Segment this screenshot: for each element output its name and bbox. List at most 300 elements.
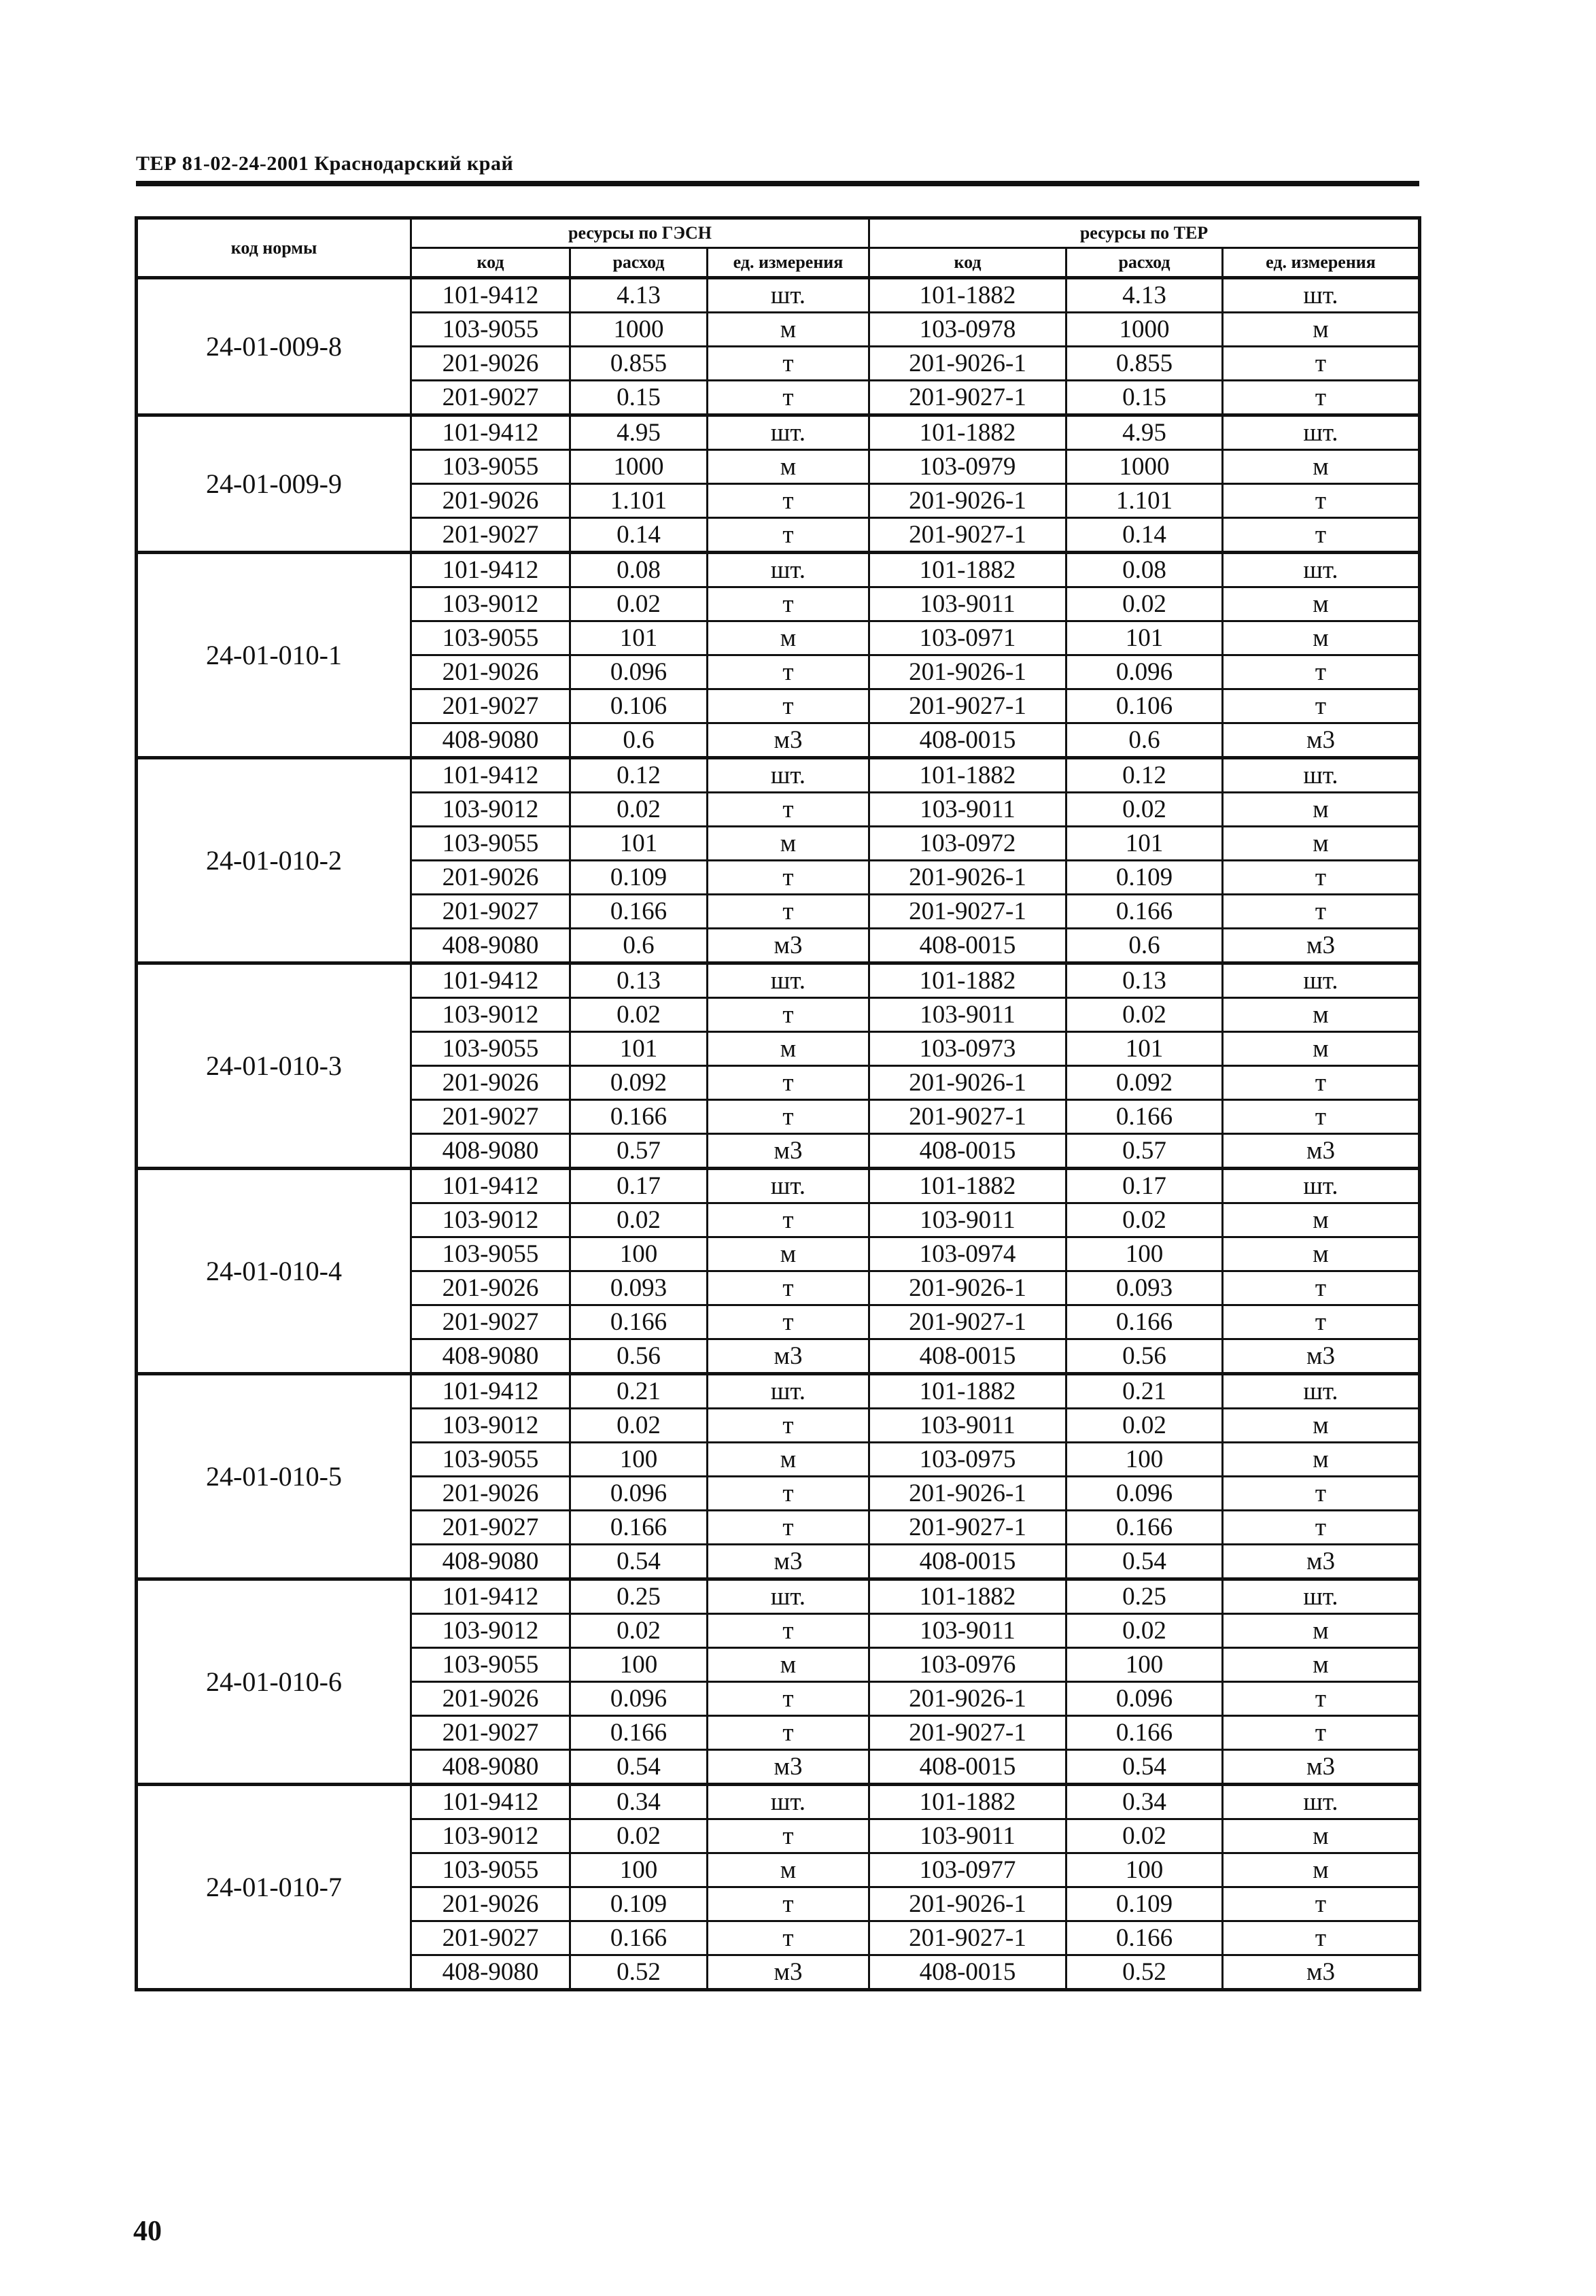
ter-unit-cell: шт.	[1223, 415, 1420, 450]
gesn-consumption-cell: 0.02	[570, 1819, 708, 1853]
gesn-code-cell: 201-9027	[411, 518, 570, 553]
table-row	[137, 758, 1420, 793]
ter-unit-cell: т	[1223, 1921, 1420, 1955]
gesn-consumption-cell: 0.17	[570, 1169, 708, 1203]
gesn-unit-cell: т	[708, 1511, 869, 1545]
ter-code-cell: 101-1882	[869, 553, 1066, 587]
gesn-code-cell: 408-9080	[411, 1339, 570, 1374]
ter-unit-cell: т	[1223, 1100, 1420, 1134]
gesn-consumption-cell: 4.13	[570, 278, 708, 313]
ter-unit-cell: шт.	[1223, 278, 1420, 313]
gesn-code-cell: 201-9026	[411, 1271, 570, 1305]
ter-code-cell: 201-9027-1	[869, 1921, 1066, 1955]
gesn-unit-cell: м3	[708, 1545, 869, 1579]
gesn-consumption-cell: 0.109	[570, 861, 708, 895]
ter-unit-cell: т	[1223, 861, 1420, 895]
ter-consumption-cell: 0.52	[1066, 1955, 1223, 1990]
ter-code-cell: 201-9027-1	[869, 689, 1066, 723]
gesn-consumption-cell: 0.855	[570, 347, 708, 381]
ter-code-cell: 201-9026-1	[869, 1271, 1066, 1305]
ter-code-cell: 103-0978	[869, 313, 1066, 347]
gesn-consumption-cell: 1000	[570, 313, 708, 347]
ter-consumption-cell: 0.34	[1066, 1785, 1223, 1819]
ter-unit-cell: м	[1223, 1648, 1420, 1682]
ter-consumption-cell: 100	[1066, 1443, 1223, 1477]
gesn-unit-cell: т	[708, 1066, 869, 1100]
gesn-consumption-cell: 0.15	[570, 381, 708, 415]
gesn-unit-cell: т	[708, 1477, 869, 1511]
gesn-code-cell: 101-9412	[411, 1374, 570, 1409]
ter-unit-cell: т	[1223, 689, 1420, 723]
gesn-consumption-cell: 0.14	[570, 518, 708, 553]
ter-consumption-cell: 0.02	[1066, 793, 1223, 827]
gesn-unit-cell: т	[708, 484, 869, 518]
ter-code-cell: 408-0015	[869, 1339, 1066, 1374]
ter-consumption-cell: 1000	[1066, 450, 1223, 484]
table-body	[137, 278, 1420, 1990]
ter-code-cell: 201-9027-1	[869, 518, 1066, 553]
gesn-unit-cell: шт.	[708, 758, 869, 793]
ter-unit-cell: т	[1223, 518, 1420, 553]
ter-code-cell: 103-9011	[869, 793, 1066, 827]
ter-consumption-cell: 0.092	[1066, 1066, 1223, 1100]
gesn-code-cell: 408-9080	[411, 1955, 570, 1990]
gesn-consumption-cell: 0.092	[570, 1066, 708, 1100]
gesn-code-cell: 103-9012	[411, 998, 570, 1032]
ter-unit-cell: т	[1223, 1305, 1420, 1339]
gesn-unit-cell: шт.	[708, 963, 869, 998]
gesn-consumption-cell: 0.56	[570, 1339, 708, 1374]
ter-code-cell: 408-0015	[869, 723, 1066, 758]
ter-unit-cell: м	[1223, 998, 1420, 1032]
ter-consumption-cell: 0.02	[1066, 1409, 1223, 1443]
ter-code-cell: 103-9011	[869, 1203, 1066, 1237]
ter-consumption-cell: 0.855	[1066, 347, 1223, 381]
gesn-unit-cell: м3	[708, 723, 869, 758]
ter-code-cell: 103-0971	[869, 621, 1066, 655]
gesn-consumption-cell: 0.57	[570, 1134, 708, 1169]
ter-consumption-cell: 101	[1066, 827, 1223, 861]
gesn-code-cell: 201-9026	[411, 347, 570, 381]
ter-code-cell: 101-1882	[869, 1374, 1066, 1409]
header-group-ter: ресурсы по ТЕР	[869, 218, 1420, 248]
ter-consumption-cell: 100	[1066, 1237, 1223, 1271]
ter-code-cell: 201-9026-1	[869, 1682, 1066, 1716]
gesn-consumption-cell: 0.02	[570, 1614, 708, 1648]
ter-code-cell: 101-1882	[869, 1579, 1066, 1614]
gesn-unit-cell: м3	[708, 929, 869, 963]
gesn-unit-cell: т	[708, 998, 869, 1032]
gesn-consumption-cell: 100	[570, 1237, 708, 1271]
ter-code-cell: 201-9027-1	[869, 1100, 1066, 1134]
ter-consumption-cell: 100	[1066, 1853, 1223, 1887]
ter-unit-cell: м	[1223, 1443, 1420, 1477]
norm-code-cell: 24-01-010-2	[137, 758, 411, 963]
ter-code-cell: 408-0015	[869, 1545, 1066, 1579]
gesn-unit-cell: м	[708, 1237, 869, 1271]
table-row	[137, 1169, 1420, 1203]
ter-unit-cell: т	[1223, 347, 1420, 381]
gesn-unit-cell: т	[708, 1887, 869, 1921]
ter-code-cell: 103-0977	[869, 1853, 1066, 1887]
document-header-title: ТЕР 81-02-24-2001 Краснодарский край	[136, 152, 514, 175]
gesn-unit-cell: м	[708, 1032, 869, 1066]
gesn-unit-cell: м3	[708, 1955, 869, 1990]
gesn-code-cell: 103-9055	[411, 1853, 570, 1887]
ter-consumption-cell: 0.096	[1066, 1477, 1223, 1511]
ter-code-cell: 103-9011	[869, 1409, 1066, 1443]
table-row	[137, 963, 1420, 998]
table-row	[137, 1579, 1420, 1614]
norm-code-cell: 24-01-010-6	[137, 1579, 411, 1785]
ter-consumption-cell: 0.57	[1066, 1134, 1223, 1169]
ter-consumption-cell: 1000	[1066, 313, 1223, 347]
ter-unit-cell: т	[1223, 381, 1420, 415]
ter-code-cell: 408-0015	[869, 929, 1066, 963]
gesn-code-cell: 201-9027	[411, 1305, 570, 1339]
gesn-consumption-cell: 101	[570, 827, 708, 861]
ter-consumption-cell: 0.6	[1066, 929, 1223, 963]
header-norm-code: код нормы	[137, 218, 411, 278]
ter-unit-cell: м	[1223, 1614, 1420, 1648]
gesn-unit-cell: м3	[708, 1134, 869, 1169]
gesn-unit-cell: м3	[708, 1339, 869, 1374]
gesn-consumption-cell: 0.106	[570, 689, 708, 723]
gesn-consumption-cell: 0.54	[570, 1750, 708, 1785]
gesn-unit-cell: т	[708, 1682, 869, 1716]
table-row	[137, 553, 1420, 587]
resources-table	[135, 216, 1421, 1991]
gesn-unit-cell: шт.	[708, 415, 869, 450]
ter-unit-cell: м3	[1223, 1134, 1420, 1169]
ter-code-cell: 101-1882	[869, 1785, 1066, 1819]
ter-consumption-cell: 0.02	[1066, 1203, 1223, 1237]
ter-code-cell: 103-9011	[869, 587, 1066, 621]
gesn-unit-cell: шт.	[708, 278, 869, 313]
ter-code-cell: 103-0972	[869, 827, 1066, 861]
gesn-code-cell: 103-9012	[411, 587, 570, 621]
gesn-code-cell: 201-9026	[411, 1682, 570, 1716]
ter-consumption-cell: 0.166	[1066, 1716, 1223, 1750]
gesn-unit-cell: т	[708, 1819, 869, 1853]
ter-unit-cell: м	[1223, 1409, 1420, 1443]
ter-consumption-cell: 0.02	[1066, 998, 1223, 1032]
gesn-unit-cell: т	[708, 1921, 869, 1955]
ter-unit-cell: м	[1223, 621, 1420, 655]
ter-consumption-cell: 0.54	[1066, 1545, 1223, 1579]
gesn-code-cell: 408-9080	[411, 1545, 570, 1579]
ter-unit-cell: м3	[1223, 1339, 1420, 1374]
gesn-code-cell: 103-9012	[411, 1409, 570, 1443]
ter-code-cell: 103-9011	[869, 1614, 1066, 1648]
gesn-code-cell: 103-9012	[411, 793, 570, 827]
gesn-consumption-cell: 0.096	[570, 1682, 708, 1716]
gesn-unit-cell: т	[708, 1716, 869, 1750]
ter-unit-cell: т	[1223, 1887, 1420, 1921]
ter-unit-cell: м3	[1223, 1955, 1420, 1990]
gesn-unit-cell: м	[708, 621, 869, 655]
gesn-consumption-cell: 0.52	[570, 1955, 708, 1990]
ter-unit-cell: м3	[1223, 1545, 1420, 1579]
ter-code-cell: 201-9027-1	[869, 1716, 1066, 1750]
gesn-consumption-cell: 100	[570, 1853, 708, 1887]
ter-code-cell: 408-0015	[869, 1955, 1066, 1990]
ter-consumption-cell: 0.166	[1066, 895, 1223, 929]
gesn-consumption-cell: 0.166	[570, 1511, 708, 1545]
gesn-code-cell: 201-9026	[411, 1477, 570, 1511]
ter-unit-cell: т	[1223, 1716, 1420, 1750]
gesn-consumption-cell: 0.02	[570, 587, 708, 621]
gesn-unit-cell: т	[708, 381, 869, 415]
ter-consumption-cell: 0.15	[1066, 381, 1223, 415]
header-ter-consumption: расход	[1066, 248, 1223, 278]
gesn-code-cell: 408-9080	[411, 723, 570, 758]
gesn-consumption-cell: 0.02	[570, 793, 708, 827]
gesn-code-cell: 201-9027	[411, 1921, 570, 1955]
gesn-unit-cell: шт.	[708, 1785, 869, 1819]
ter-code-cell: 101-1882	[869, 278, 1066, 313]
ter-unit-cell: м	[1223, 793, 1420, 827]
gesn-unit-cell: м	[708, 1648, 869, 1682]
header-gesn-consumption: расход	[570, 248, 708, 278]
ter-unit-cell: шт.	[1223, 758, 1420, 793]
ter-unit-cell: м	[1223, 1853, 1420, 1887]
gesn-consumption-cell: 100	[570, 1443, 708, 1477]
ter-consumption-cell: 0.02	[1066, 1614, 1223, 1648]
ter-code-cell: 101-1882	[869, 963, 1066, 998]
gesn-code-cell: 201-9026	[411, 484, 570, 518]
ter-consumption-cell: 0.56	[1066, 1339, 1223, 1374]
gesn-unit-cell: т	[708, 655, 869, 689]
ter-consumption-cell: 0.13	[1066, 963, 1223, 998]
gesn-code-cell: 408-9080	[411, 929, 570, 963]
ter-consumption-cell: 0.21	[1066, 1374, 1223, 1409]
ter-consumption-cell: 0.12	[1066, 758, 1223, 793]
gesn-code-cell: 201-9027	[411, 1511, 570, 1545]
gesn-consumption-cell: 0.093	[570, 1271, 708, 1305]
ter-code-cell: 201-9026-1	[869, 655, 1066, 689]
ter-consumption-cell: 4.95	[1066, 415, 1223, 450]
ter-code-cell: 103-9011	[869, 1819, 1066, 1853]
gesn-unit-cell: м	[708, 1443, 869, 1477]
gesn-consumption-cell: 101	[570, 621, 708, 655]
gesn-consumption-cell: 1.101	[570, 484, 708, 518]
gesn-consumption-cell: 0.02	[570, 1409, 708, 1443]
ter-unit-cell: т	[1223, 1271, 1420, 1305]
ter-consumption-cell: 0.109	[1066, 861, 1223, 895]
ter-consumption-cell: 4.13	[1066, 278, 1223, 313]
ter-code-cell: 101-1882	[869, 415, 1066, 450]
ter-code-cell: 103-0975	[869, 1443, 1066, 1477]
header-gesn-unit: ед. измерения	[708, 248, 869, 278]
table-row	[137, 415, 1420, 450]
header-gesn-code: код	[411, 248, 570, 278]
ter-code-cell: 201-9026-1	[869, 861, 1066, 895]
gesn-consumption-cell: 1000	[570, 450, 708, 484]
ter-code-cell: 201-9026-1	[869, 1887, 1066, 1921]
ter-consumption-cell: 100	[1066, 1648, 1223, 1682]
gesn-unit-cell: т	[708, 793, 869, 827]
gesn-code-cell: 103-9055	[411, 1648, 570, 1682]
ter-code-cell: 201-9026-1	[869, 484, 1066, 518]
gesn-code-cell: 408-9080	[411, 1750, 570, 1785]
ter-code-cell: 201-9027-1	[869, 1305, 1066, 1339]
gesn-code-cell: 103-9012	[411, 1203, 570, 1237]
gesn-unit-cell: т	[708, 689, 869, 723]
gesn-code-cell: 101-9412	[411, 1169, 570, 1203]
ter-code-cell: 103-9011	[869, 998, 1066, 1032]
ter-unit-cell: м	[1223, 587, 1420, 621]
gesn-consumption-cell: 0.21	[570, 1374, 708, 1409]
ter-unit-cell: шт.	[1223, 1785, 1420, 1819]
ter-code-cell: 408-0015	[869, 1750, 1066, 1785]
gesn-unit-cell: т	[708, 1100, 869, 1134]
table-header	[137, 218, 1420, 278]
ter-consumption-cell: 0.02	[1066, 587, 1223, 621]
gesn-unit-cell: шт.	[708, 1579, 869, 1614]
ter-consumption-cell: 0.166	[1066, 1511, 1223, 1545]
norm-code-cell: 24-01-010-7	[137, 1785, 411, 1990]
ter-unit-cell: т	[1223, 1682, 1420, 1716]
ter-unit-cell: шт.	[1223, 1169, 1420, 1203]
gesn-consumption-cell: 4.95	[570, 415, 708, 450]
gesn-code-cell: 101-9412	[411, 278, 570, 313]
gesn-code-cell: 101-9412	[411, 758, 570, 793]
gesn-unit-cell: т	[708, 1271, 869, 1305]
gesn-unit-cell: шт.	[708, 1169, 869, 1203]
ter-code-cell: 201-9026-1	[869, 1066, 1066, 1100]
gesn-consumption-cell: 0.096	[570, 655, 708, 689]
gesn-consumption-cell: 0.096	[570, 1477, 708, 1511]
gesn-code-cell: 201-9026	[411, 1066, 570, 1100]
gesn-code-cell: 103-9055	[411, 1443, 570, 1477]
gesn-consumption-cell: 0.166	[570, 895, 708, 929]
gesn-unit-cell: т	[708, 1409, 869, 1443]
ter-code-cell: 201-9026-1	[869, 1477, 1066, 1511]
ter-consumption-cell: 0.109	[1066, 1887, 1223, 1921]
ter-consumption-cell: 101	[1066, 1032, 1223, 1066]
gesn-unit-cell: т	[708, 347, 869, 381]
ter-unit-cell: м	[1223, 450, 1420, 484]
gesn-consumption-cell: 0.6	[570, 929, 708, 963]
gesn-unit-cell: т	[708, 861, 869, 895]
gesn-unit-cell: м	[708, 1853, 869, 1887]
header-divider	[136, 181, 1419, 186]
gesn-code-cell: 408-9080	[411, 1134, 570, 1169]
gesn-unit-cell: т	[708, 587, 869, 621]
ter-consumption-cell: 0.25	[1066, 1579, 1223, 1614]
ter-unit-cell: шт.	[1223, 1579, 1420, 1614]
ter-unit-cell: м	[1223, 313, 1420, 347]
gesn-consumption-cell: 0.54	[570, 1545, 708, 1579]
ter-code-cell: 201-9027-1	[869, 381, 1066, 415]
ter-code-cell: 408-0015	[869, 1134, 1066, 1169]
gesn-unit-cell: т	[708, 518, 869, 553]
gesn-unit-cell: м	[708, 450, 869, 484]
gesn-unit-cell: м3	[708, 1750, 869, 1785]
header-ter-unit: ед. измерения	[1223, 248, 1420, 278]
ter-unit-cell: т	[1223, 1511, 1420, 1545]
ter-code-cell: 103-0973	[869, 1032, 1066, 1066]
ter-consumption-cell: 0.093	[1066, 1271, 1223, 1305]
ter-consumption-cell: 0.106	[1066, 689, 1223, 723]
gesn-code-cell: 101-9412	[411, 963, 570, 998]
ter-unit-cell: т	[1223, 484, 1420, 518]
table-row	[137, 1374, 1420, 1409]
gesn-unit-cell: т	[708, 1203, 869, 1237]
ter-consumption-cell: 0.02	[1066, 1819, 1223, 1853]
gesn-unit-cell: т	[708, 895, 869, 929]
gesn-consumption-cell: 0.6	[570, 723, 708, 758]
norm-code-cell: 24-01-010-5	[137, 1374, 411, 1579]
ter-unit-cell: м	[1223, 1203, 1420, 1237]
ter-consumption-cell: 0.166	[1066, 1100, 1223, 1134]
gesn-consumption-cell: 0.166	[570, 1100, 708, 1134]
gesn-unit-cell: шт.	[708, 553, 869, 587]
ter-consumption-cell: 0.166	[1066, 1921, 1223, 1955]
gesn-code-cell: 201-9026	[411, 861, 570, 895]
gesn-code-cell: 103-9055	[411, 450, 570, 484]
gesn-code-cell: 201-9027	[411, 381, 570, 415]
gesn-consumption-cell: 0.13	[570, 963, 708, 998]
ter-unit-cell: т	[1223, 655, 1420, 689]
gesn-code-cell: 101-9412	[411, 1579, 570, 1614]
ter-consumption-cell: 0.54	[1066, 1750, 1223, 1785]
gesn-code-cell: 201-9026	[411, 655, 570, 689]
gesn-code-cell: 101-9412	[411, 553, 570, 587]
gesn-consumption-cell: 0.25	[570, 1579, 708, 1614]
ter-code-cell: 103-0974	[869, 1237, 1066, 1271]
gesn-consumption-cell: 0.109	[570, 1887, 708, 1921]
gesn-consumption-cell: 101	[570, 1032, 708, 1066]
gesn-code-cell: 103-9012	[411, 1614, 570, 1648]
gesn-code-cell: 103-9055	[411, 1032, 570, 1066]
gesn-consumption-cell: 100	[570, 1648, 708, 1682]
ter-consumption-cell: 1.101	[1066, 484, 1223, 518]
gesn-consumption-cell: 0.166	[570, 1305, 708, 1339]
table-row	[137, 278, 1420, 313]
gesn-code-cell: 101-9412	[411, 1785, 570, 1819]
gesn-code-cell: 103-9055	[411, 1237, 570, 1271]
gesn-consumption-cell: 0.34	[570, 1785, 708, 1819]
gesn-consumption-cell: 0.12	[570, 758, 708, 793]
norm-code-cell: 24-01-010-1	[137, 553, 411, 758]
gesn-consumption-cell: 0.08	[570, 553, 708, 587]
gesn-code-cell: 103-9012	[411, 1819, 570, 1853]
table-row	[137, 1785, 1420, 1819]
ter-code-cell: 101-1882	[869, 1169, 1066, 1203]
norm-code-cell: 24-01-009-8	[137, 278, 411, 415]
gesn-code-cell: 103-9055	[411, 313, 570, 347]
gesn-consumption-cell: 0.02	[570, 1203, 708, 1237]
ter-unit-cell: м	[1223, 827, 1420, 861]
gesn-consumption-cell: 0.02	[570, 998, 708, 1032]
ter-unit-cell: т	[1223, 895, 1420, 929]
ter-unit-cell: м3	[1223, 723, 1420, 758]
ter-code-cell: 201-9026-1	[869, 347, 1066, 381]
ter-consumption-cell: 0.08	[1066, 553, 1223, 587]
gesn-code-cell: 201-9027	[411, 1100, 570, 1134]
gesn-unit-cell: шт.	[708, 1374, 869, 1409]
gesn-code-cell: 103-9055	[411, 621, 570, 655]
header-group-gesn: ресурсы по ГЭСН	[411, 218, 869, 248]
ter-unit-cell: м	[1223, 1819, 1420, 1853]
header-ter-code: код	[869, 248, 1066, 278]
ter-consumption-cell: 0.096	[1066, 1682, 1223, 1716]
ter-code-cell: 103-0976	[869, 1648, 1066, 1682]
gesn-code-cell: 201-9027	[411, 689, 570, 723]
ter-unit-cell: т	[1223, 1066, 1420, 1100]
